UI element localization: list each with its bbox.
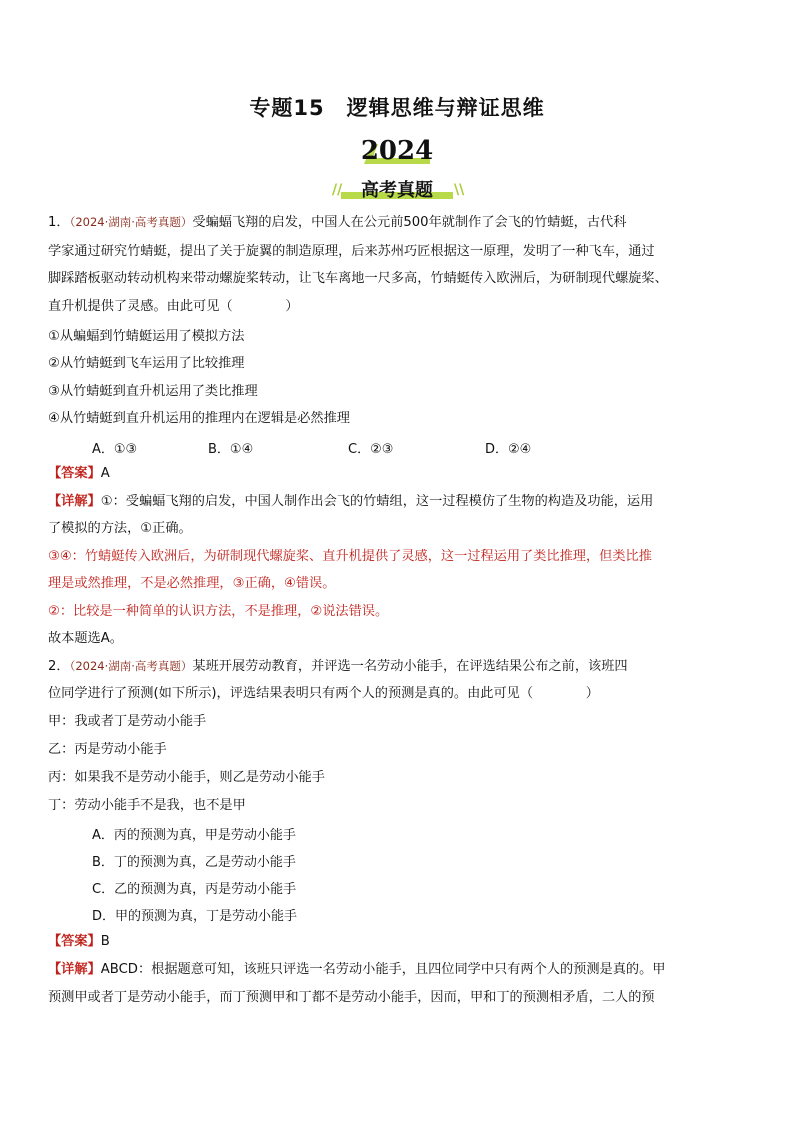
q2-detail-line-1: 【详解】ABCD：根据题意可知，该班只评选一名劳动小能手，且四位同学中只有两个人的预测是真的。甲 <box>48 962 666 977</box>
q2-answer: 【答案】B <box>48 934 110 949</box>
q1-source: （2024·湖南·高考真题） <box>69 215 193 229</box>
q2-item-4: 丁：劳动小能手不是我，也不是甲 <box>48 798 246 813</box>
q1-item-1: ①从蝙蝠到竹蜻蜓运用了模拟方法 <box>48 329 245 344</box>
q2-item-2: 乙：丙是劳动小能手 <box>48 742 167 757</box>
q2-option-d: D．甲的预测为真，丁是劳动小能手 <box>92 909 298 924</box>
q2-number: 2． <box>48 659 70 674</box>
q1-detail-line-1: 【详解】①：受蝙蝠飞翔的启发，中国人制作出会飞的竹蜻组，这一过程模仿了生物的构造及功能，运用 <box>48 494 654 509</box>
q1-line-2: 学家通过研究竹蜻蜓，提出了关于旋翼的制造原理，后来苏州巧匠根据这一原理，发明了一种飞车，通过 <box>48 244 655 259</box>
q1-option-c: C．②③ <box>348 442 394 457</box>
q2-item-1: 甲：我或者丁是劳动小能手 <box>48 714 207 729</box>
page-title: 专题15 逻辑思维与辩证思维 <box>249 96 545 120</box>
badge-right-slash: \\ <box>454 182 465 198</box>
q2-source: （2024·湖南·高考真题） <box>69 659 193 673</box>
q2-option-a: A．丙的预测为真，甲是劳动小能手 <box>92 828 296 843</box>
q1-item-4: ④从竹蜻蜓到直升机运用的推理内在逻辑是必然推理 <box>48 411 350 426</box>
q1-detail-line-5: ②：比较是一种简单的认识方法，不是推理，②说法错误。 <box>48 604 389 619</box>
q2-option-b: B．丁的预测为真，乙是劳动小能手 <box>92 855 296 870</box>
q1-answer: 【答案】A <box>48 466 110 481</box>
q1-number: 1． <box>48 215 70 230</box>
q2-item-3: 丙：如果我不是劳动小能手，则乙是劳动小能手 <box>48 770 325 785</box>
q1-item-2: ②从竹蜻蜓到飞车运用了比较推理 <box>48 356 245 371</box>
q2-line-1: 2．（2024·湖南·高考真题）某班开展劳动教育，并评选一名劳动小能手，在评选结果公布之前，该班四 <box>48 659 628 674</box>
badge-left-slash: // <box>332 182 343 198</box>
q2-line-2: 位同学进行了预测(如下所示)，评选结果表明只有两个人的预测是真的。由此可见（ ） <box>48 686 599 701</box>
q1-item-3: ③从竹蜻蜓到直升机运用了类比推理 <box>48 384 258 399</box>
year-heading: 2024 <box>360 136 434 166</box>
q1-line-1: 1．（2024·湖南·高考真题）受蝙蝠飞翔的启发，中国人在公元前500年就制作了会飞的竹蜻蜓，古代科 <box>48 215 627 230</box>
q1-detail-line-3: ③④：竹蜻蜓传入欧洲后，为研制现代螺旋桨、直升机提供了灵感，这一过程运用了类比推理，但类比推 <box>48 549 652 564</box>
q1-detail-line-4: 理是或然推理，不是必然推理，③正确，④错误。 <box>48 576 336 591</box>
q1-option-b: B．①④ <box>208 442 254 457</box>
section-badge: 高考真题 <box>361 180 433 201</box>
q1-option-a: A．①③ <box>92 442 138 457</box>
q2-option-c: C．乙的预测为真，丙是劳动小能手 <box>92 882 297 897</box>
q1-option-d: D．②④ <box>485 442 532 457</box>
q1-conclusion: 故本题选A。 <box>48 631 123 646</box>
q2-detail-line-2: 预测甲或者丁是劳动小能手，而丁预测甲和丁都不是劳动小能手，因而，甲和丁的预测相矛盾，二人的预 <box>48 990 655 1005</box>
q1-line-3: 脚踩踏板驱动转动机构来带动螺旋桨转动，让飞车离地一尺多高，竹蜻蜓传入欧洲后，为研制现代螺旋桨、 <box>48 271 668 286</box>
q1-detail-line-2: 了模拟的方法，①正确。 <box>48 521 192 536</box>
q1-line-4: 直升机提供了灵感。由此可见（ ） <box>48 299 299 314</box>
